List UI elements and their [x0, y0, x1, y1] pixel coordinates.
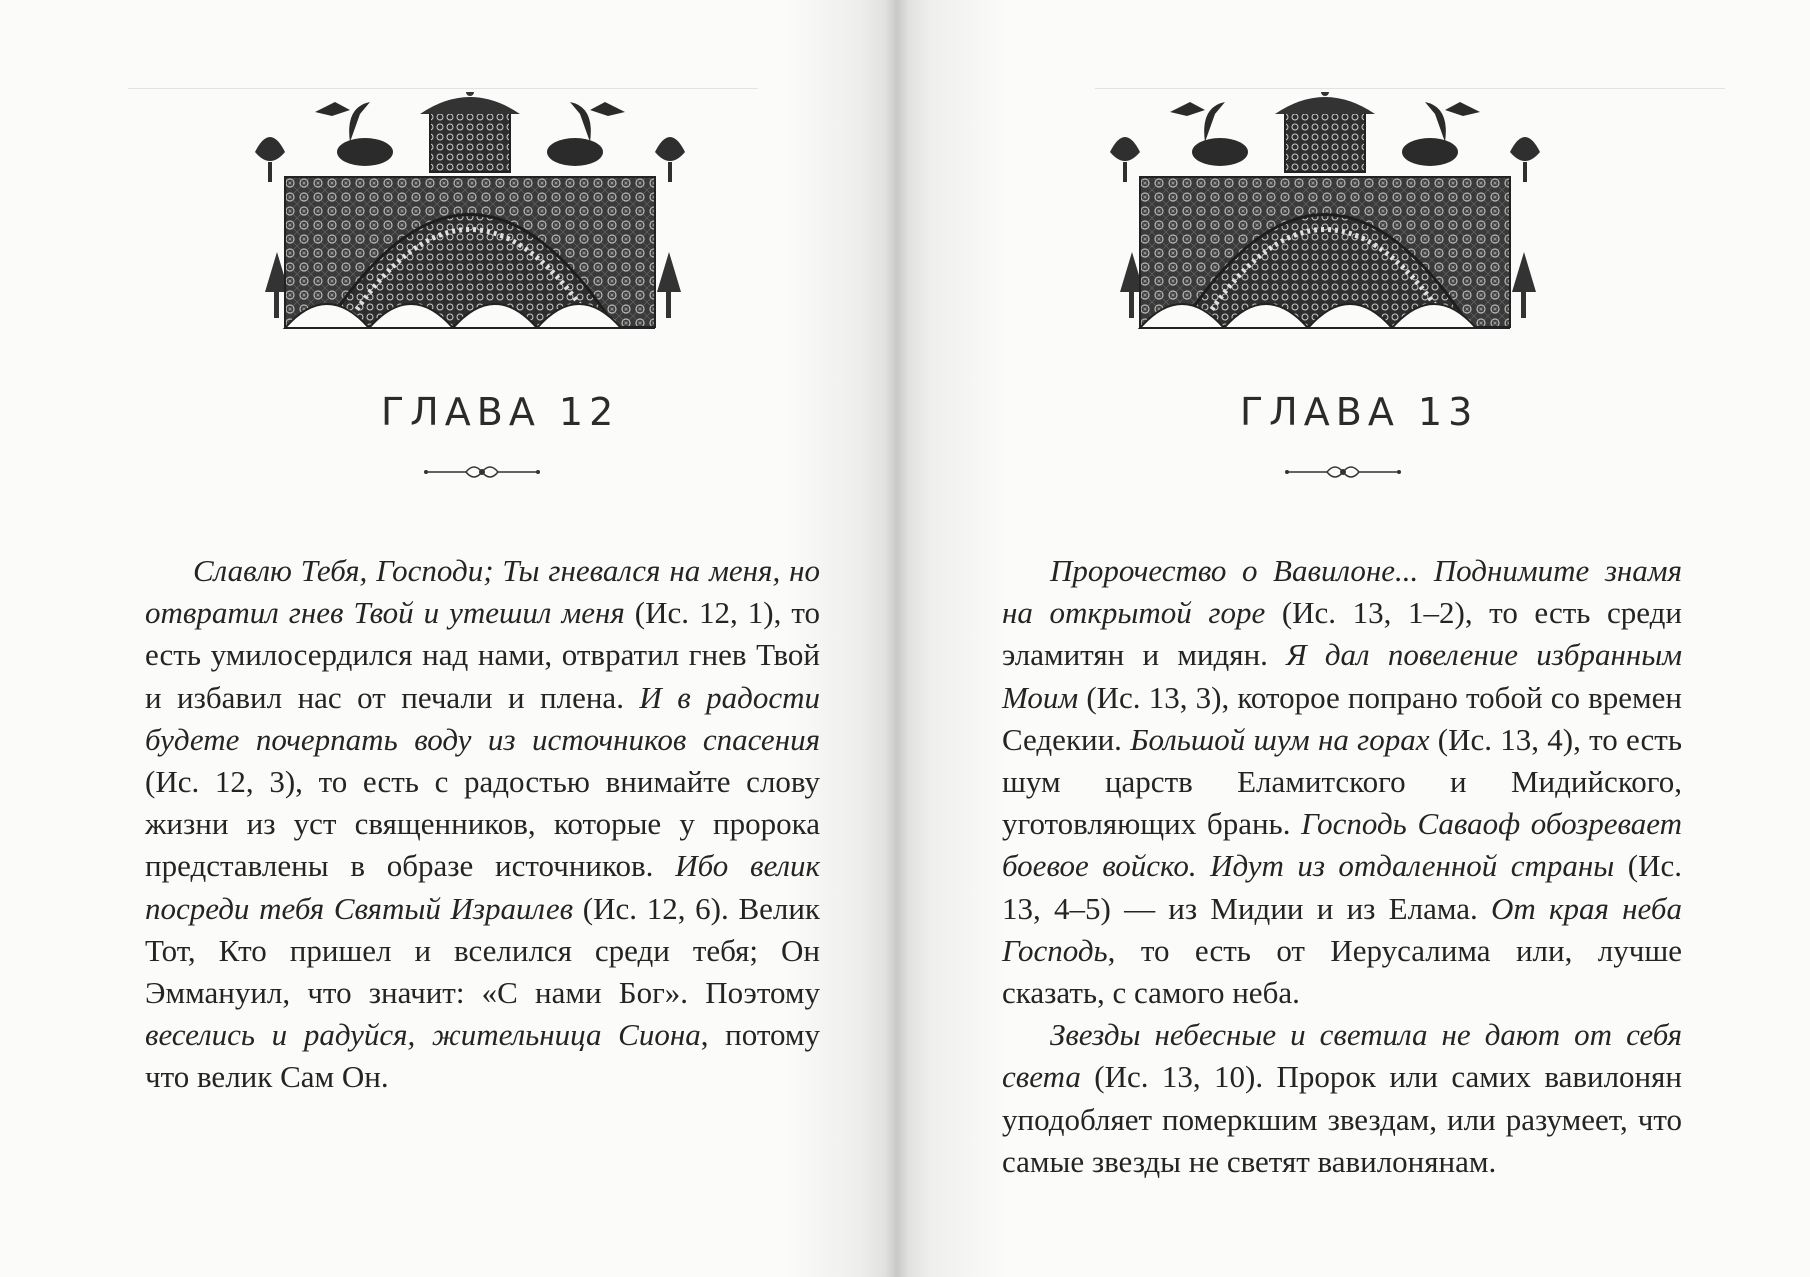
- commentary-text: (Ис. 12, 6). Велик Тот, Кто пришел и вселился среди тебя; Он Эммануил, что значит: «С нами Бог». Поэтому: [145, 890, 820, 1011]
- chapter-title: ГЛАВА 13: [1240, 390, 1479, 434]
- ornament-svg: [1110, 92, 1560, 362]
- commentary-text: (Ис. 12, 1), то есть умилосердился над нами, отвратил гнев Твой и избавил нас от печали и плена.: [145, 595, 820, 715]
- commentary-text: (Ис. 13, 4), то есть шум царств Еламитского и Мидийского, уготовляющих брань.: [1002, 721, 1682, 842]
- running-head-rule: [1095, 58, 1725, 89]
- right-page: [895, 0, 1810, 1277]
- divider-flourish: [424, 462, 540, 487]
- paragraph: [1002, 550, 1682, 1014]
- divider-flourish: [1285, 462, 1401, 487]
- scripture-quote: Господь Саваоф обозревает боевое войско. Идут из отдаленной страны: [1002, 806, 1682, 884]
- commentary-text: , потому что велик Сам Он.: [145, 1017, 820, 1095]
- scripture-quote: От края неба Господь: [1002, 890, 1682, 968]
- commentary-text: (Ис. 13, 1–2), то есть среди эламитян и мидян.: [1002, 595, 1682, 673]
- scripture-quote: Я дал повеление избранным Моим: [1002, 637, 1682, 715]
- commentary-text: (Ис. 13, 10). Пророк или самих вавилонян уподобляет померкшим звездам, или разумеет, что самые звезды не светят вавилонянам.: [1002, 1059, 1682, 1179]
- scripture-quote: И в радости будете почерпать воду из источников спасения: [145, 679, 821, 757]
- paragraph: [145, 550, 820, 1099]
- commentary-text: , то есть от Иерусалима или, лучше сказать, с самого неба.: [1002, 932, 1682, 1011]
- chapter-ornament-illustration: [1110, 92, 1560, 367]
- scripture-quote: Славлю Тебя, Господи; Ты гневался на меня, но отвратил гнев Твой и утешил меня: [145, 553, 820, 631]
- left-body-text: [145, 550, 820, 1099]
- chapter-title: ГЛАВА 12: [381, 390, 620, 434]
- commentary-text: (Ис. 13, 4–5) — из Мидии и из Елама.: [1002, 848, 1682, 926]
- scripture-quote: Большой шум на горах: [1130, 721, 1430, 757]
- scripture-quote: Ибо велик посреди тебя Святый Израилев: [145, 848, 821, 926]
- scripture-quote: веселись и радуйся, жительница Сиона: [145, 1017, 701, 1053]
- chapter-ornament-illustration: [255, 92, 705, 367]
- paragraph: [1002, 1014, 1682, 1183]
- ornament-svg: [255, 92, 705, 362]
- commentary-text: (Ис. 12, 3), то есть с радостью внимайте слову жизни из уст священников, которые у пророка представлены в образе источников.: [145, 764, 820, 884]
- commentary-text: (Ис. 13, 3), которое попрано тобой со времен Седекии.: [1002, 679, 1682, 757]
- scripture-quote: Звезды небесные и светила не дают от себя света: [1002, 1017, 1682, 1095]
- running-head-rule: [128, 58, 758, 89]
- left-page: [0, 0, 895, 1277]
- right-body-text: [1002, 550, 1682, 1183]
- scripture-quote: Пророчество о Вавилоне... Поднимите знамя на открытой горе: [1002, 553, 1682, 631]
